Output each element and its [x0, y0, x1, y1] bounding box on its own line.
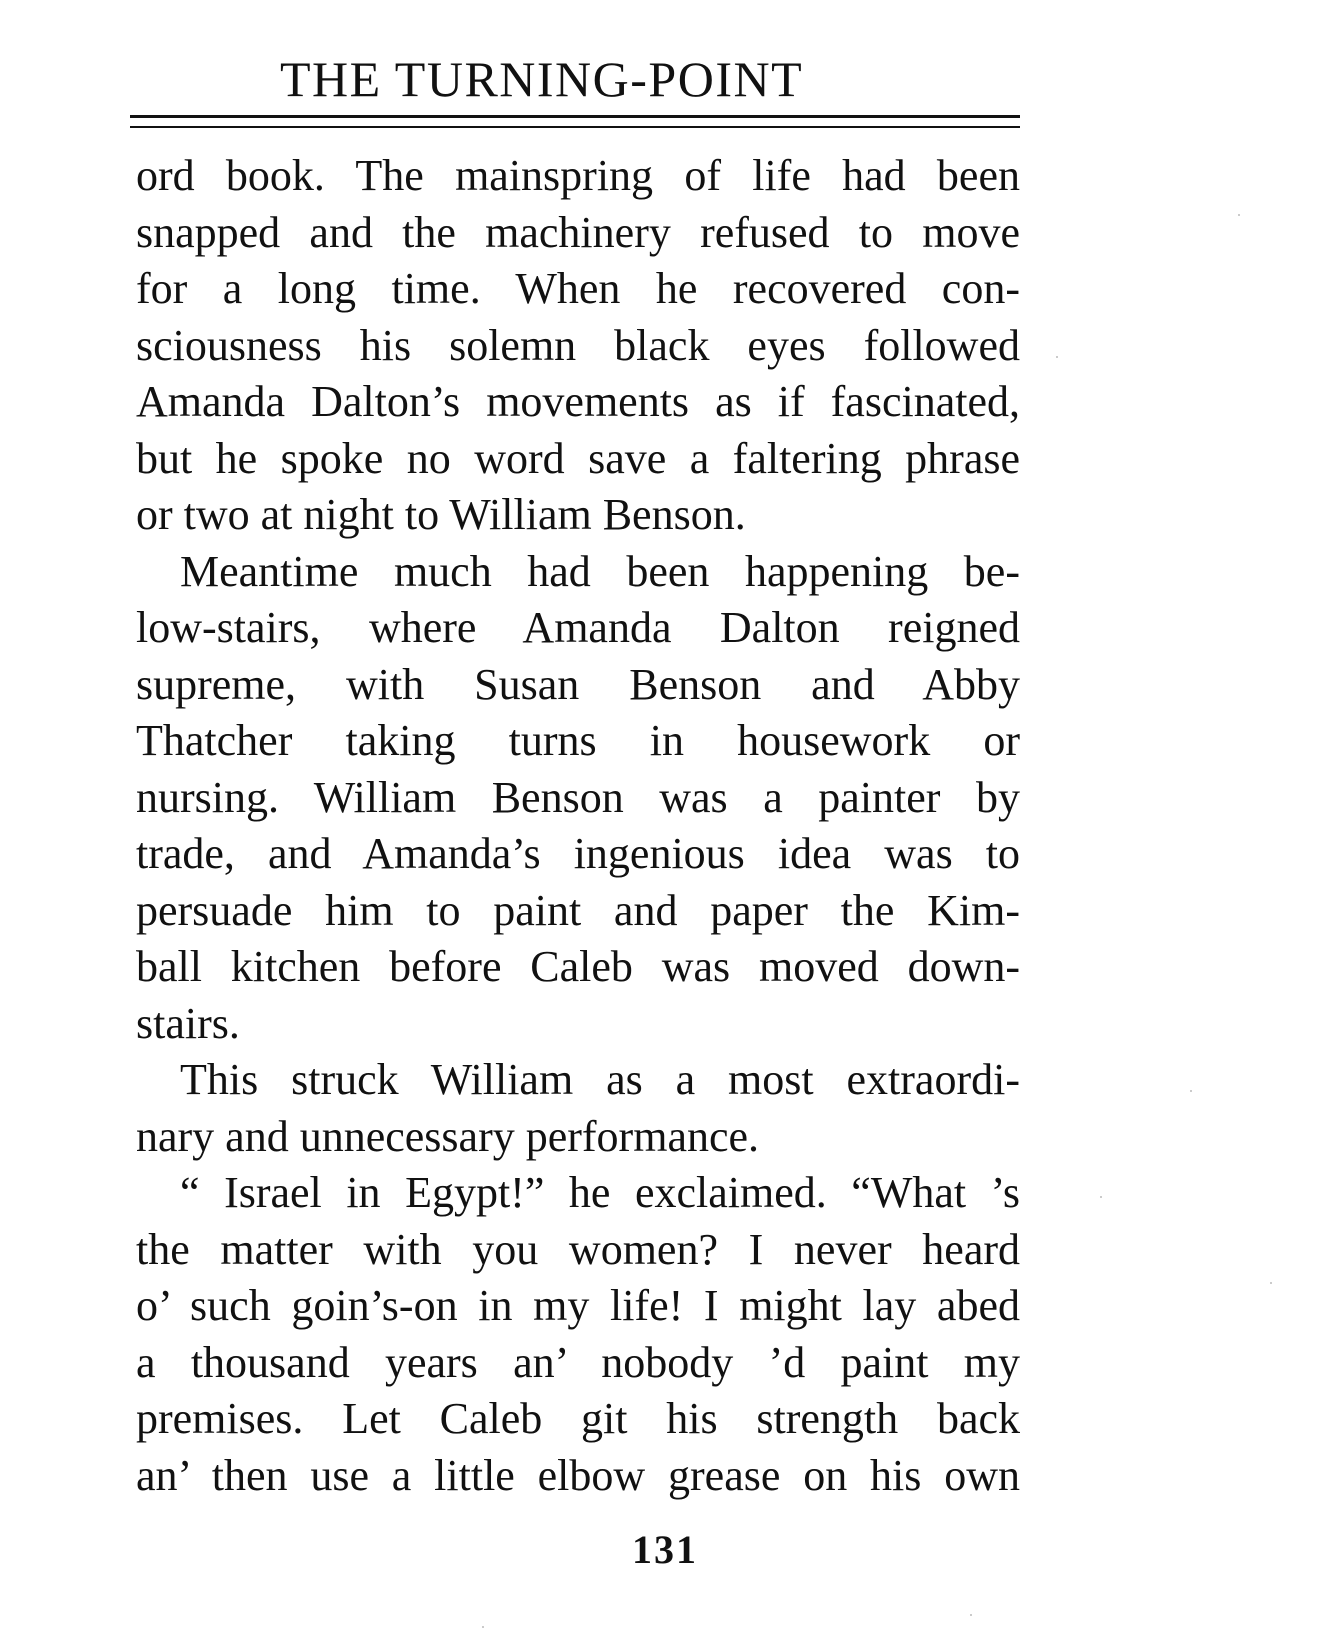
- scan-speck: [1190, 1090, 1192, 1092]
- text-line: Thatcher taking turns in housework or: [136, 716, 1020, 765]
- paragraph: [136, 148, 1020, 544]
- scan-speck: [1056, 356, 1058, 358]
- text-line: an’ then use a little elbow grease on his own: [136, 1450, 1020, 1500]
- text-line: but he spoke no word save a faltering phrase: [136, 433, 1020, 483]
- text-line: “ Israel in Egypt!” he exclaimed. “What ’s: [180, 1168, 1020, 1217]
- text-line: ord book. The mainspring of life had been: [136, 151, 1020, 200]
- text-line: ball kitchen before Caleb was moved down-: [136, 942, 1020, 991]
- text-line: low-stairs, where Amanda Dalton reigned: [136, 603, 1020, 652]
- body-text: [136, 148, 1020, 1504]
- text-line: Amanda Dalton’s movements as if fascinated,: [136, 377, 1020, 426]
- scan-speck: [482, 1626, 484, 1628]
- page-number: 131: [632, 1527, 698, 1572]
- text-line: supreme, with Susan Benson and Abby: [136, 659, 1020, 709]
- scan-speck: [1270, 1282, 1272, 1284]
- text-line: o’ such goin’s-on in my life! I might lay abed: [136, 1281, 1020, 1330]
- text-line: This struck William as a most extraordi-: [180, 1055, 1020, 1104]
- text-line: the matter with you women? I never heard: [136, 1224, 1020, 1274]
- text-line: stairs.: [136, 998, 240, 1048]
- running-head: [130, 44, 1020, 114]
- scan-speck: [1238, 214, 1240, 216]
- text-line: trade, and Amanda’s ingenious idea was to: [136, 829, 1020, 878]
- text-line: nursing. William Benson was a painter by: [136, 772, 1020, 822]
- running-title: THE TURNING-POINT: [280, 51, 804, 107]
- text-line: or two at night to William Benson.: [136, 490, 746, 539]
- scan-speck: [1100, 1196, 1102, 1198]
- header-rule-thin: [130, 126, 1020, 128]
- text-line: nary and unnecessary performance.: [136, 1111, 760, 1161]
- header-rule-thick: [130, 115, 1020, 118]
- paragraph: [136, 1052, 1020, 1165]
- text-line: premises. Let Caleb git his strength back: [136, 1394, 1020, 1443]
- scan-speck: [970, 1614, 972, 1616]
- paragraph: [136, 1165, 1020, 1504]
- text-line: Meantime much had been happening be-: [180, 546, 1020, 596]
- text-line: persuade him to paint and paper the Kim-: [136, 885, 1020, 935]
- paragraph: [136, 544, 1020, 1053]
- text-line: for a long time. When he recovered con-: [136, 264, 1020, 313]
- text-line: sciousness his solemn black eyes followed: [136, 320, 1020, 370]
- text-line: a thousand years an’ nobody ’d paint my: [136, 1337, 1020, 1387]
- text-line: snapped and the machinery refused to move: [136, 207, 1020, 257]
